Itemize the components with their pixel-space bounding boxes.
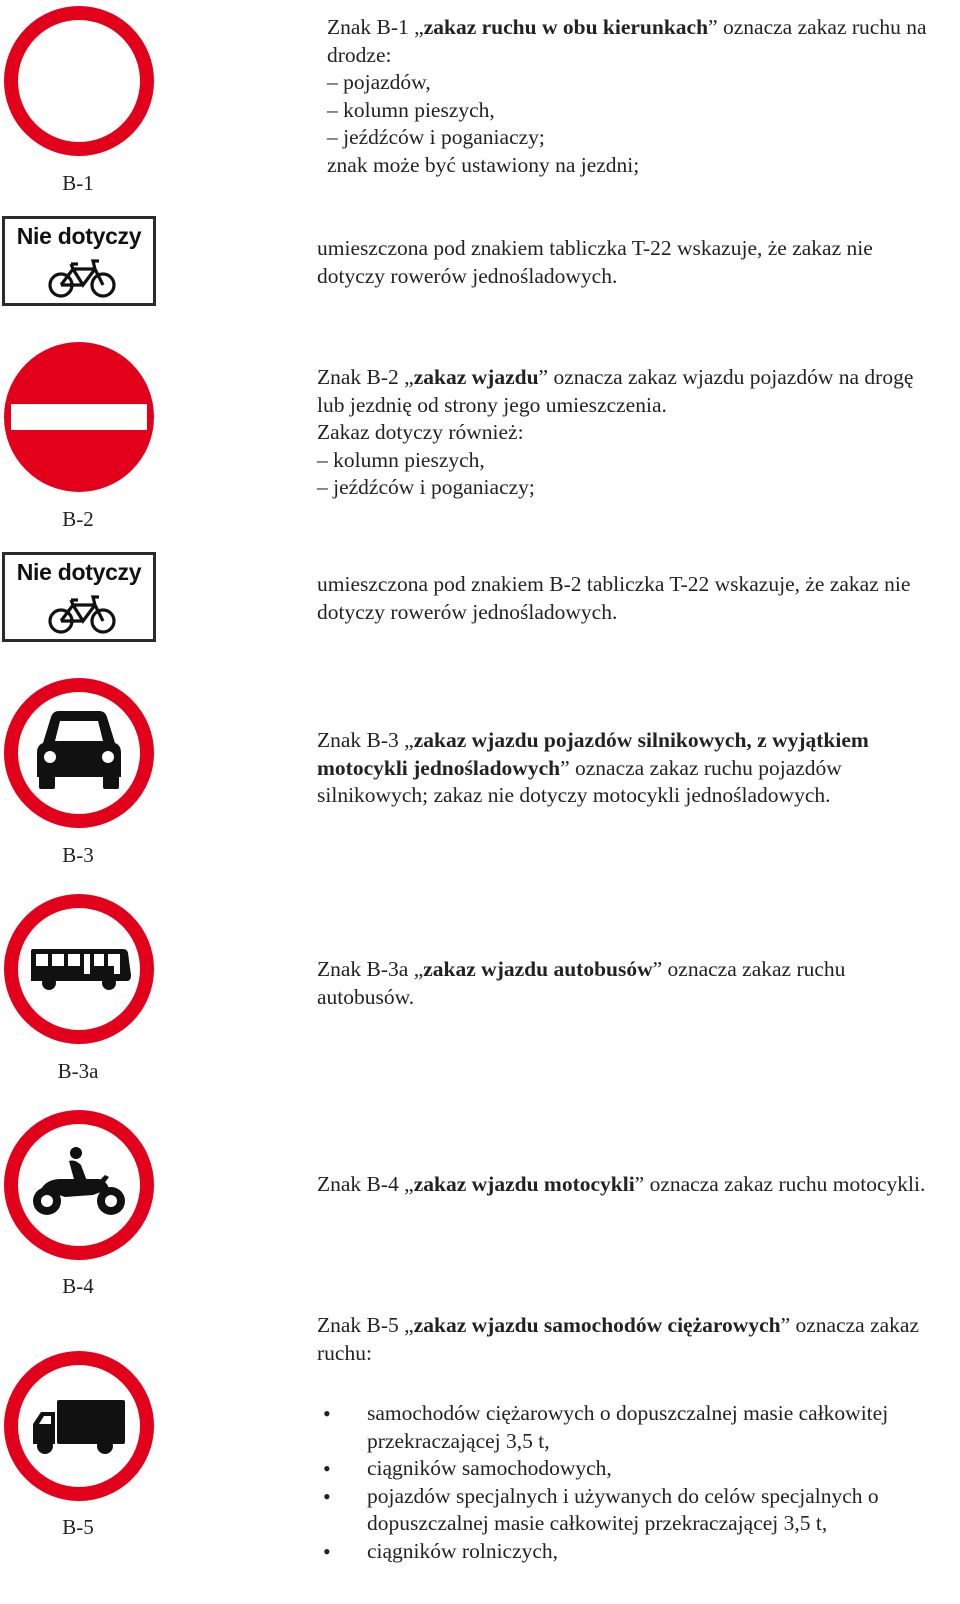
- sign-b5-bullet-list: [317, 1400, 947, 1565]
- sign-b4-description: Znak B-4 „zakaz wjazdu motocykli” oznacza zakaz ruchu motocykli.: [317, 1172, 926, 1196]
- sign-b3a-label: B-3a: [57, 1059, 99, 1083]
- sign-b3a-description: Znak B-3a „zakaz wjazdu autobusów” oznacza zakaz ruchu autobusów.: [317, 957, 846, 1009]
- sign-b3-icon: [3, 677, 155, 829]
- sign-b5-description: Znak B-5 „zakaz wjazdu samochodów ciężarowych” oznacza zakaz ruchu:: [317, 1313, 920, 1365]
- bicycle-icon: [47, 257, 117, 299]
- plate-text: Nie dotyczy: [16, 223, 142, 249]
- sign-b5-icon: [3, 1350, 155, 1502]
- plate-text: Nie dotyczy: [16, 559, 142, 585]
- sign-b4-icon: [3, 1109, 155, 1261]
- sign-b4-label: B-4: [62, 1274, 94, 1298]
- sign-b2-label: B-2: [62, 507, 94, 531]
- list-item: • ciągników samochodowych,: [317, 1455, 947, 1483]
- sign-b5-label: B-5: [62, 1515, 94, 1539]
- sign-b3-description: Znak B-3 „zakaz wjazdu pojazdów silnikowych, z wyjątkiem motocykli jednośladowych” oznacza zakaz ruchu pojazdów silnikowych; zakaz nie dotyczy motocykli jednośladowych.: [317, 728, 869, 807]
- sign-b1-label: B-1: [62, 171, 94, 195]
- plate-t22-b1: [2, 216, 156, 306]
- list-item: • pojazdów specjalnych i używanych do celów specjalnych o dopuszczalnej masie całkowitej przekraczającej 3,5 t,: [317, 1483, 947, 1538]
- plate-t22-b2: [2, 552, 156, 642]
- sign-b2-icon: [3, 341, 155, 493]
- sign-b2-description: Znak B-2 „zakaz wjazdu” oznacza zakaz wjazdu pojazdów na drogę lub jezdnię od strony jego umieszczenia. Zakaz dotyczy również: – kolumn pieszych, – jeźdźców i poganiaczy;: [317, 365, 914, 499]
- list-item: • ciągników rolniczych,: [317, 1538, 947, 1566]
- plate-t22-b2-note: umieszczona pod znakiem B-2 tabliczka T-22 wskazuje, że zakaz nie dotyczy rowerów jednośladowych.: [317, 572, 911, 624]
- bicycle-icon: [47, 593, 117, 635]
- list-item: • samochodów ciężarowych o dopuszczalnej masie całkowitej przekraczającej 3,5 t,: [317, 1400, 947, 1455]
- plate-t22-b1-note: umieszczona pod znakiem tabliczka T-22 wskazuje, że zakaz nie dotyczy rowerów jednośladowych.: [317, 236, 873, 288]
- sign-b3a-icon: [3, 893, 155, 1045]
- sign-b1-icon: [3, 5, 155, 157]
- sign-b1-description: Znak B-1 „zakaz ruchu w obu kierunkach” oznacza zakaz ruchu na drodze: – pojazdów, – kolumn pieszych, – jeźdźców i poganiaczy; znak może być ustawiony na jezdni;: [327, 15, 927, 177]
- sign-b3-label: B-3: [62, 843, 94, 867]
